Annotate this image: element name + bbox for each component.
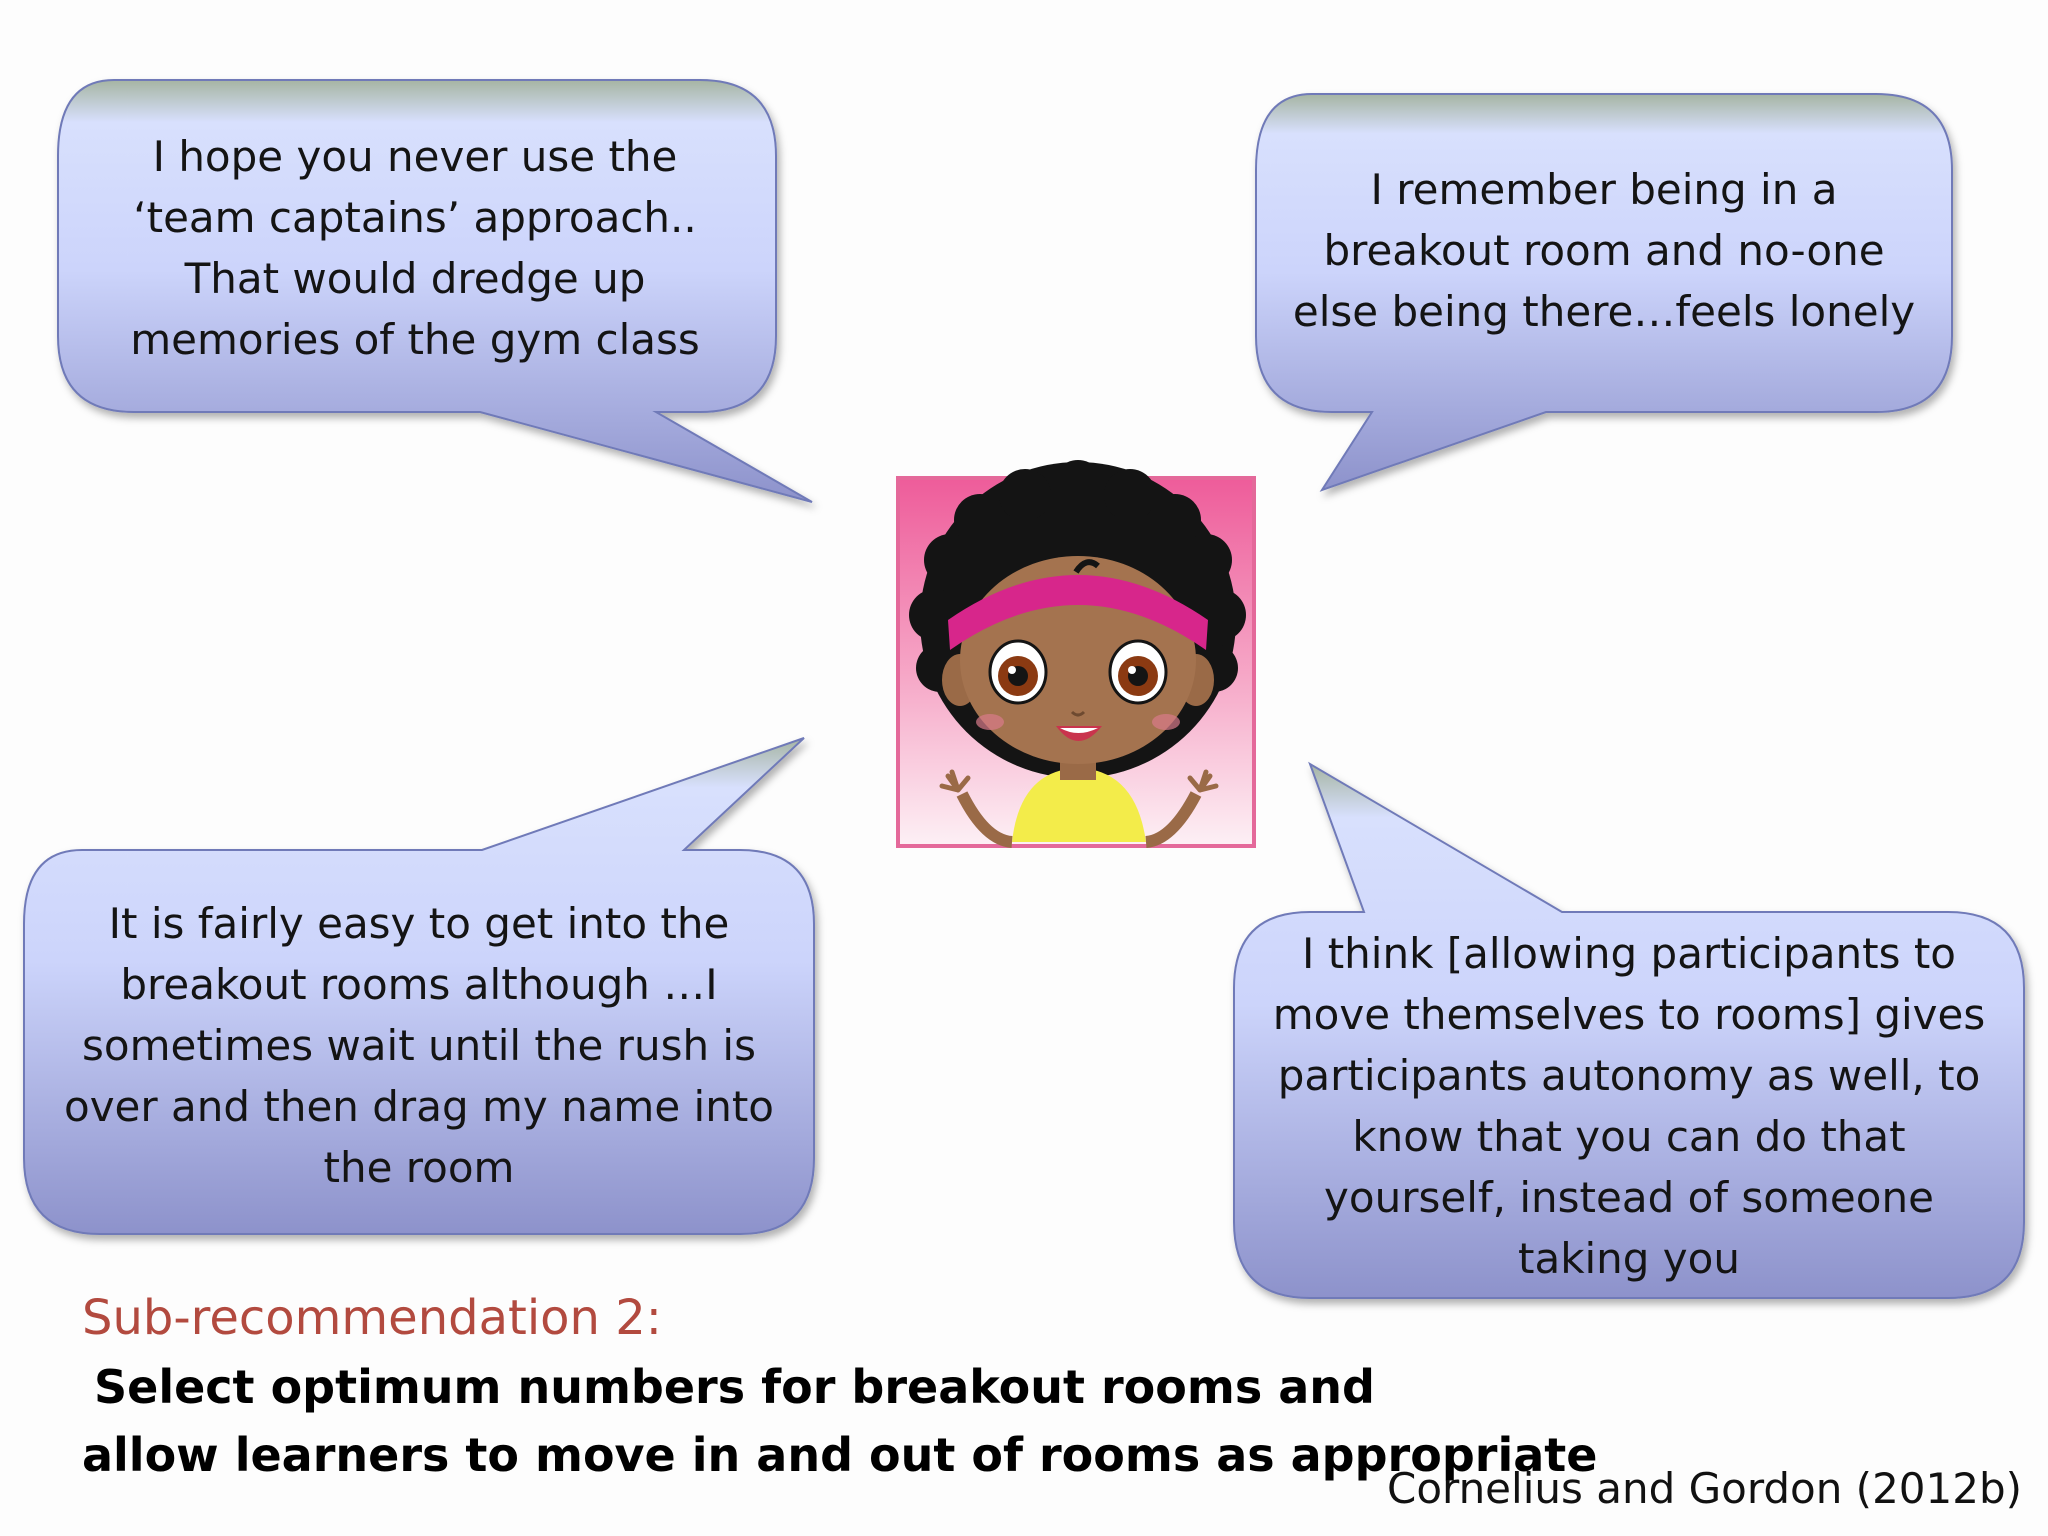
recommendation-line-2: allow learners to move in and out of rooms as appropriate	[82, 1428, 1598, 1482]
bubble-text-bottom-right: I think [allowing participants to move themselves to rooms] gives participants autonomy as well, to know that you can do that yourself, instead of someone taking you	[1272, 929, 1986, 1283]
bubble-text-bottom-left: It is fairly easy to get into the breakout rooms although …I sometimes wait until the rush is over and then drag my name into the room	[64, 898, 774, 1192]
bubble-text-top-right: I remember being in a breakout room and no-one else being there…feels lonely	[1292, 164, 1916, 336]
subrecommendation-label: Sub-recommendation 2:	[82, 1290, 662, 1346]
cartoon-girl-avatar	[898, 460, 1254, 846]
recommendation-line-1: Select optimum numbers for breakout rooms and	[94, 1360, 1375, 1414]
bubble-text-top-left: I hope you never use the ‘team captains’ approach.. That would dredge up memories of the gym class	[130, 132, 700, 364]
citation: Cornelius and Gordon (2012b)	[1387, 1464, 2022, 1513]
